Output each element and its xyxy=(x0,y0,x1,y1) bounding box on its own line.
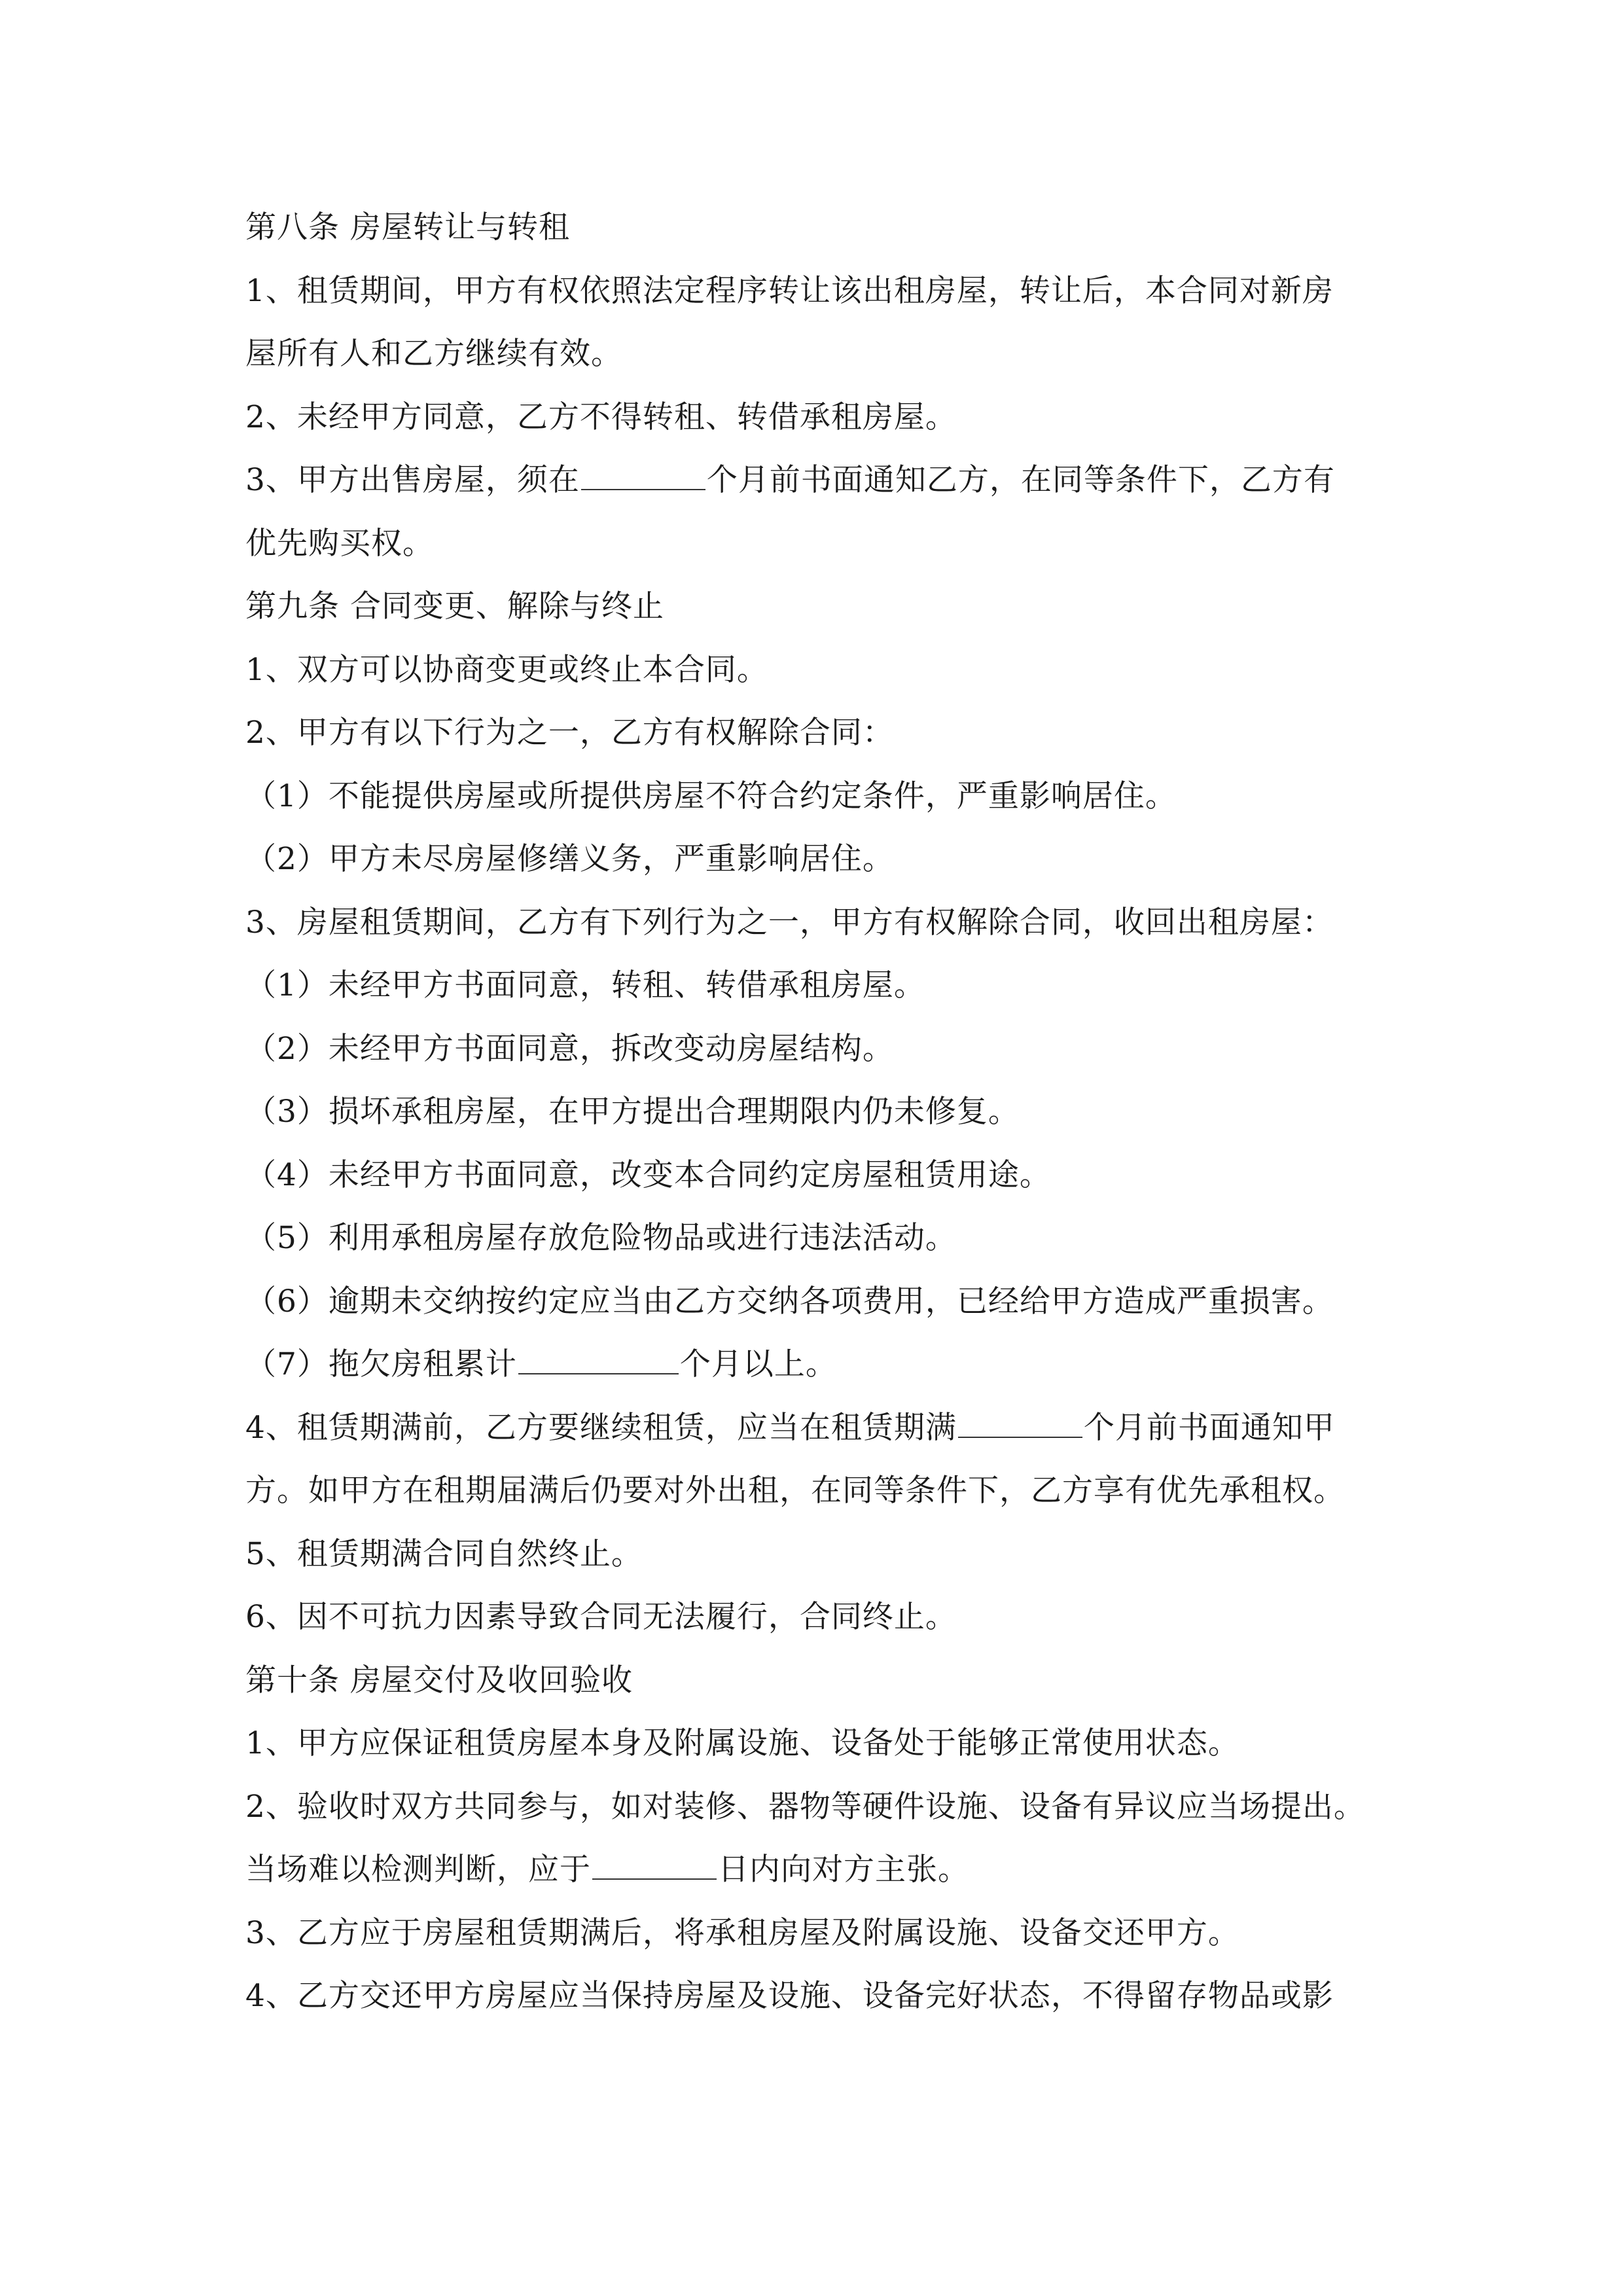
article-9-clause-3-item-2: （2）未经甲方书面同意，拆改变动房屋结构。 xyxy=(245,1030,894,1067)
article-10-clause-2: 2、验收时双方共同参与，如对装修、器物等硬件设施、设备有异议应当场提出。 xyxy=(245,1788,1365,1825)
article-10-clause-4: 4、乙方交还甲方房屋应当保持房屋及设施、设备完好状态，不得留存物品或影 xyxy=(245,1978,1334,2014)
article-9-clause-5: 5、租赁期满合同自然终止。 xyxy=(245,1535,643,1572)
fill-in-blank xyxy=(581,460,705,490)
fill-in-blank xyxy=(592,1850,717,1880)
article-9-clause-3-item-5: （5）利用承租房屋存放危险物品或进行违法活动。 xyxy=(245,1220,957,1256)
article-8-heading: 第八条 房屋转让与转租 xyxy=(245,209,570,245)
article-8-clause-3-cont: 优先购买权。 xyxy=(245,525,434,562)
article-8-clause-2: 2、未经甲方同意，乙方不得转租、转借承租房屋。 xyxy=(245,399,957,435)
text-segment: 个月前书面通知乙方，在同等条件下，乙方有 xyxy=(706,462,1335,498)
article-9-clause-2-item-1: （1）不能提供房屋或所提供房屋不符合约定条件，严重影响居住。 xyxy=(245,778,1177,814)
article-10-clause-2-cont xyxy=(245,1839,1397,1902)
text-segment: 3、甲方出售房屋，须在 xyxy=(245,462,580,498)
article-9-clause-4 xyxy=(245,1397,1397,1460)
article-9-clause-3-item-4: （4）未经甲方书面同意，改变本合同约定房屋租赁用途。 xyxy=(245,1157,1051,1193)
fill-in-blank xyxy=(958,1408,1082,1438)
article-10-heading: 第十条 房屋交付及收回验收 xyxy=(245,1662,633,1698)
text-segment: 当场难以检测判断，应于 xyxy=(245,1852,591,1888)
article-9-clause-3-item-3: （3）损坏承租房屋，在甲方提出合理期限内仍未修复。 xyxy=(245,1094,1020,1130)
article-9-clause-3-item-1: （1）未经甲方书面同意，转租、转借承租房屋。 xyxy=(245,967,925,1003)
article-9-heading: 第九条 合同变更、解除与终止 xyxy=(245,588,664,624)
fill-in-blank xyxy=(518,1344,679,1374)
article-9-clause-3-item-7 xyxy=(245,1333,1397,1397)
text-segment: 个月以上。 xyxy=(679,1346,837,1382)
article-9-clause-3: 3、房屋租赁期间，乙方有下列行为之一，甲方有权解除合同，收回出租房屋： xyxy=(245,904,1334,941)
article-9-clause-3-item-6: （6）逾期未交纳按约定应当由乙方交纳各项费用，已经给甲方造成严重损害。 xyxy=(245,1283,1334,1319)
text-segment: 4、租赁期满前，乙方要继续租赁，应当在租赁期满 xyxy=(245,1409,957,1446)
text-segment: 个月前书面通知甲 xyxy=(1083,1409,1335,1446)
article-9-clause-2: 2、甲方有以下行为之一，乙方有权解除合同： xyxy=(245,715,894,751)
article-9-clause-2-item-2: （2）甲方未尽房屋修缮义务，严重影响居住。 xyxy=(245,841,894,877)
article-8-clause-3 xyxy=(245,449,1397,512)
article-9-clause-1: 1、双方可以协商变更或终止本合同。 xyxy=(245,651,768,688)
text-segment: （7）拖欠房租累计 xyxy=(245,1346,517,1382)
article-8-clause-1: 1、租赁期间，甲方有权依照法定程序转让该出租房屋，转让后，本合同对新房 xyxy=(245,272,1334,309)
article-9-clause-4-cont: 方。如甲方在租期届满后仍要对外出租，在同等条件下，乙方享有优先承租权。 xyxy=(245,1473,1345,1509)
article-8-clause-1-cont: 屋所有人和乙方继续有效。 xyxy=(245,336,622,372)
text-segment: 日内向对方主张。 xyxy=(718,1852,969,1888)
article-10-clause-3: 3、乙方应于房屋租赁期满后，将承租房屋及附属设施、设备交还甲方。 xyxy=(245,1914,1240,1951)
article-10-clause-1: 1、甲方应保证租赁房屋本身及附属设施、设备处于能够正常使用状态。 xyxy=(245,1725,1240,1761)
document-page xyxy=(245,196,1397,2028)
article-9-clause-6: 6、因不可抗力因素导致合同无法履行，合同终止。 xyxy=(245,1599,957,1635)
